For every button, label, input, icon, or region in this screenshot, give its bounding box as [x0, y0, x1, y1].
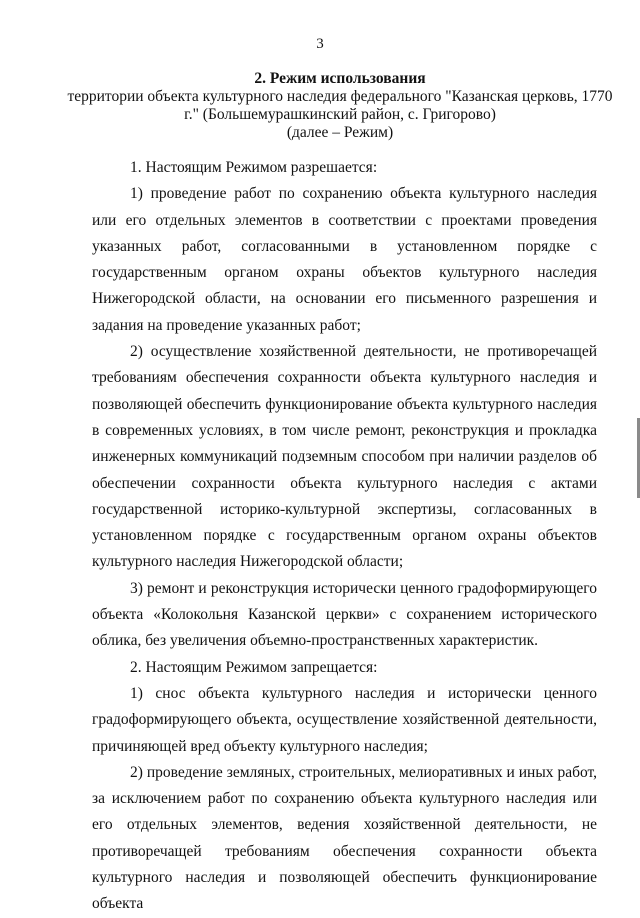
document-body: [92, 155, 597, 918]
section-short-name: (далее – Режим): [286, 124, 394, 141]
paragraph-prohibited-2: 2) проведение земляных, строительных, мелиоративных и иных работ, за исключением работ по сохранению объекта культурного наследия или его отдельных элементов, ведения хозяйственной деятельности, не противоречащей требованиям обеспечения сохранности объекта культурного наследия и позволяющей обеспечить функционирование объекта: [92, 763, 597, 913]
paragraph-prohibited-1: 1) снос объекта культурного наследия и исторически ценного градоформирующего объекта, осуществление хозяйственной деятельности, причиняющей вред объекту культурного наследия;: [92, 684, 597, 755]
section-heading: [60, 70, 620, 142]
paragraph-prohibited-intro: 2. Настоящим Режимом запрещается:: [130, 658, 378, 676]
paragraph-permitted-2: 2) осуществление хозяйственной деятельности, не противоречащей требованиям обеспечения сохранности объекта культурного наследия и позволяющей обеспечить функционирование объекта культурного наследия в современных условиях, в том числе ремонт, реконструкция и прокладка инженерных коммуникаций подземным способом при наличии разделов об обеспечении сохранности объекта культурного наследия с актами государственной историко-культурной экспертизы, согласованных в установленном порядке с государственным органом охраны объектов культурного наследия Нижегородской области;: [92, 343, 597, 571]
paragraph-permitted-1: 1) проведение работ по сохранению объекта культурного наследия или его отдельных элементов в соответствии с проектами проведения указанных работ, согласованными в установленном порядке с государственным органом охраны объектов культурного наследия Нижегородской области, на основании его письменного разрешения и задания на проведение указанных работ;: [92, 185, 597, 334]
paragraph-permitted-intro: 1. Настоящим Режимом разрешается:: [130, 159, 378, 176]
section-title: 2. Режим использования: [254, 70, 426, 87]
page-number: 3: [316, 36, 324, 52]
paragraph-permitted-3: 3) ремонт и реконструкция исторически ценного градоформирующего объекта «Колокольня Казанской церкви» с сохранением исторического облика, без увеличения объемно-пространственных характеристик.: [92, 579, 597, 650]
section-subtitle: территории объекта культурного наследия федерального "Казанская церковь, 1770 г." (Большемурашкинский район, с. Григорово): [67, 88, 613, 123]
